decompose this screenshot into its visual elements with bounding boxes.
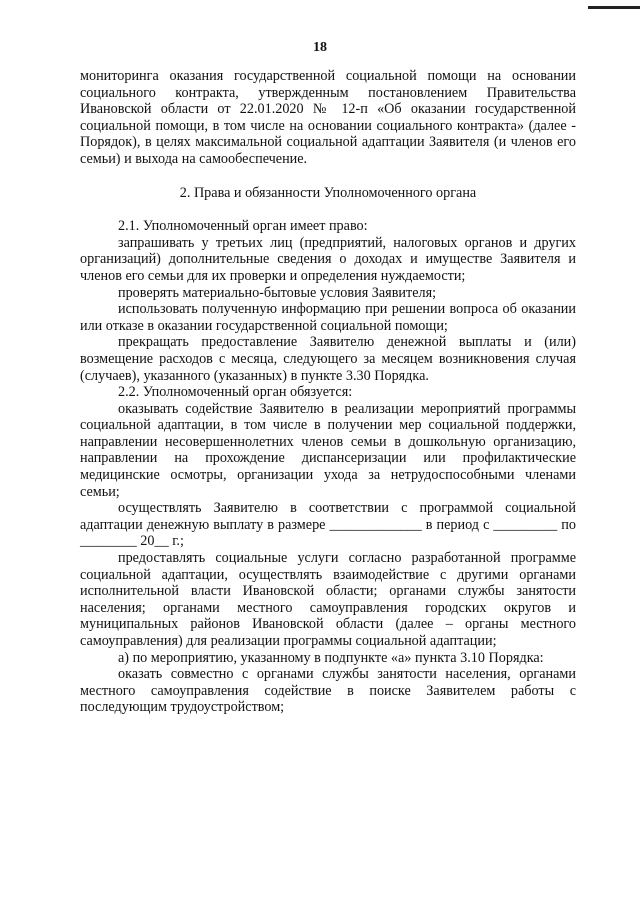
document-body (80, 68, 576, 716)
right-request-info: запрашивать у третьих лиц (предприятий, налоговых органов и других организаций) дополнительные сведения о доходах и имуществе Заявителя и членов его семьи для их проверки и определения нуждаемости; (80, 234, 576, 284)
paragraph-continuation: мониторинга оказания государственной социальной помощи на основании социального контракта, утвержденным постановлением Правительства Ивановской области от 22.01.2020 № 12-п «Об оказании государственной социальной помощи, в том числе на основании социального контракта» (далее - Порядок), в целях максимальной социальной адаптации Заявителя (и членов его семьи) и выхода на самообеспечение. (80, 68, 576, 167)
duty-assist: оказывать содействие Заявителю в реализации мероприятий программы социальной адаптации, в том числе в получении мер социальной поддержки, направлении несовершеннолетних членов семьи в дошкольную организацию, направлении на прохождение диспансеризации или профилактические медицинские осмотры, организации ухода за нетрудоспособными членами семьи; (80, 400, 576, 500)
clause-2-1: 2.1. Уполномоченный орган имеет право: (118, 218, 368, 235)
subclause-a: а) по мероприятию, указанному в подпункте «а» пункта 3.10 Порядка: (118, 649, 544, 666)
section-heading: 2. Права и обязанности Уполномоченного органа (179, 184, 477, 201)
duty-payment: осуществлять Заявителю в соответствии с программой социальной адаптации денежную выплату в размере _____________ в период с _________ по ________ 20__ г.; (80, 500, 576, 550)
scan-corner-mark (588, 6, 640, 9)
right-check-conditions: проверять материально-бытовые условия Заявителя; (118, 284, 437, 301)
duty-services: предоставлять социальные услуги согласно разработанной программе социальной адаптации, осуществлять взаимодействие с другими органами исполнительной власти Ивановской области; органами службы занятости населения; органами местного самоуправления городских округов и муниципальных районов Ивановской области (далее – органы местного самоуправления) для реализации программы социальной адаптации; (80, 550, 576, 649)
right-use-info: использовать полученную информацию при решении вопроса об оказании или отказе в оказании государственной социальной помощи; (80, 301, 576, 334)
right-terminate-payment: прекращать предоставление Заявителю денежной выплаты и (или) возмещение расходов с месяца, следующего за месяцем возникновения случая (случаев), указанного (указанных) в пункте 3.30 Порядка. (80, 334, 576, 384)
duty-job-search: оказать совместно с органами службы занятости населения, органами местного самоуправления содействие в поиске Заявителем работы с последующим трудоустройством; (80, 666, 576, 716)
page-number: 18 (313, 40, 327, 55)
clause-2-2: 2.2. Уполномоченный орган обязуется: (118, 384, 353, 401)
